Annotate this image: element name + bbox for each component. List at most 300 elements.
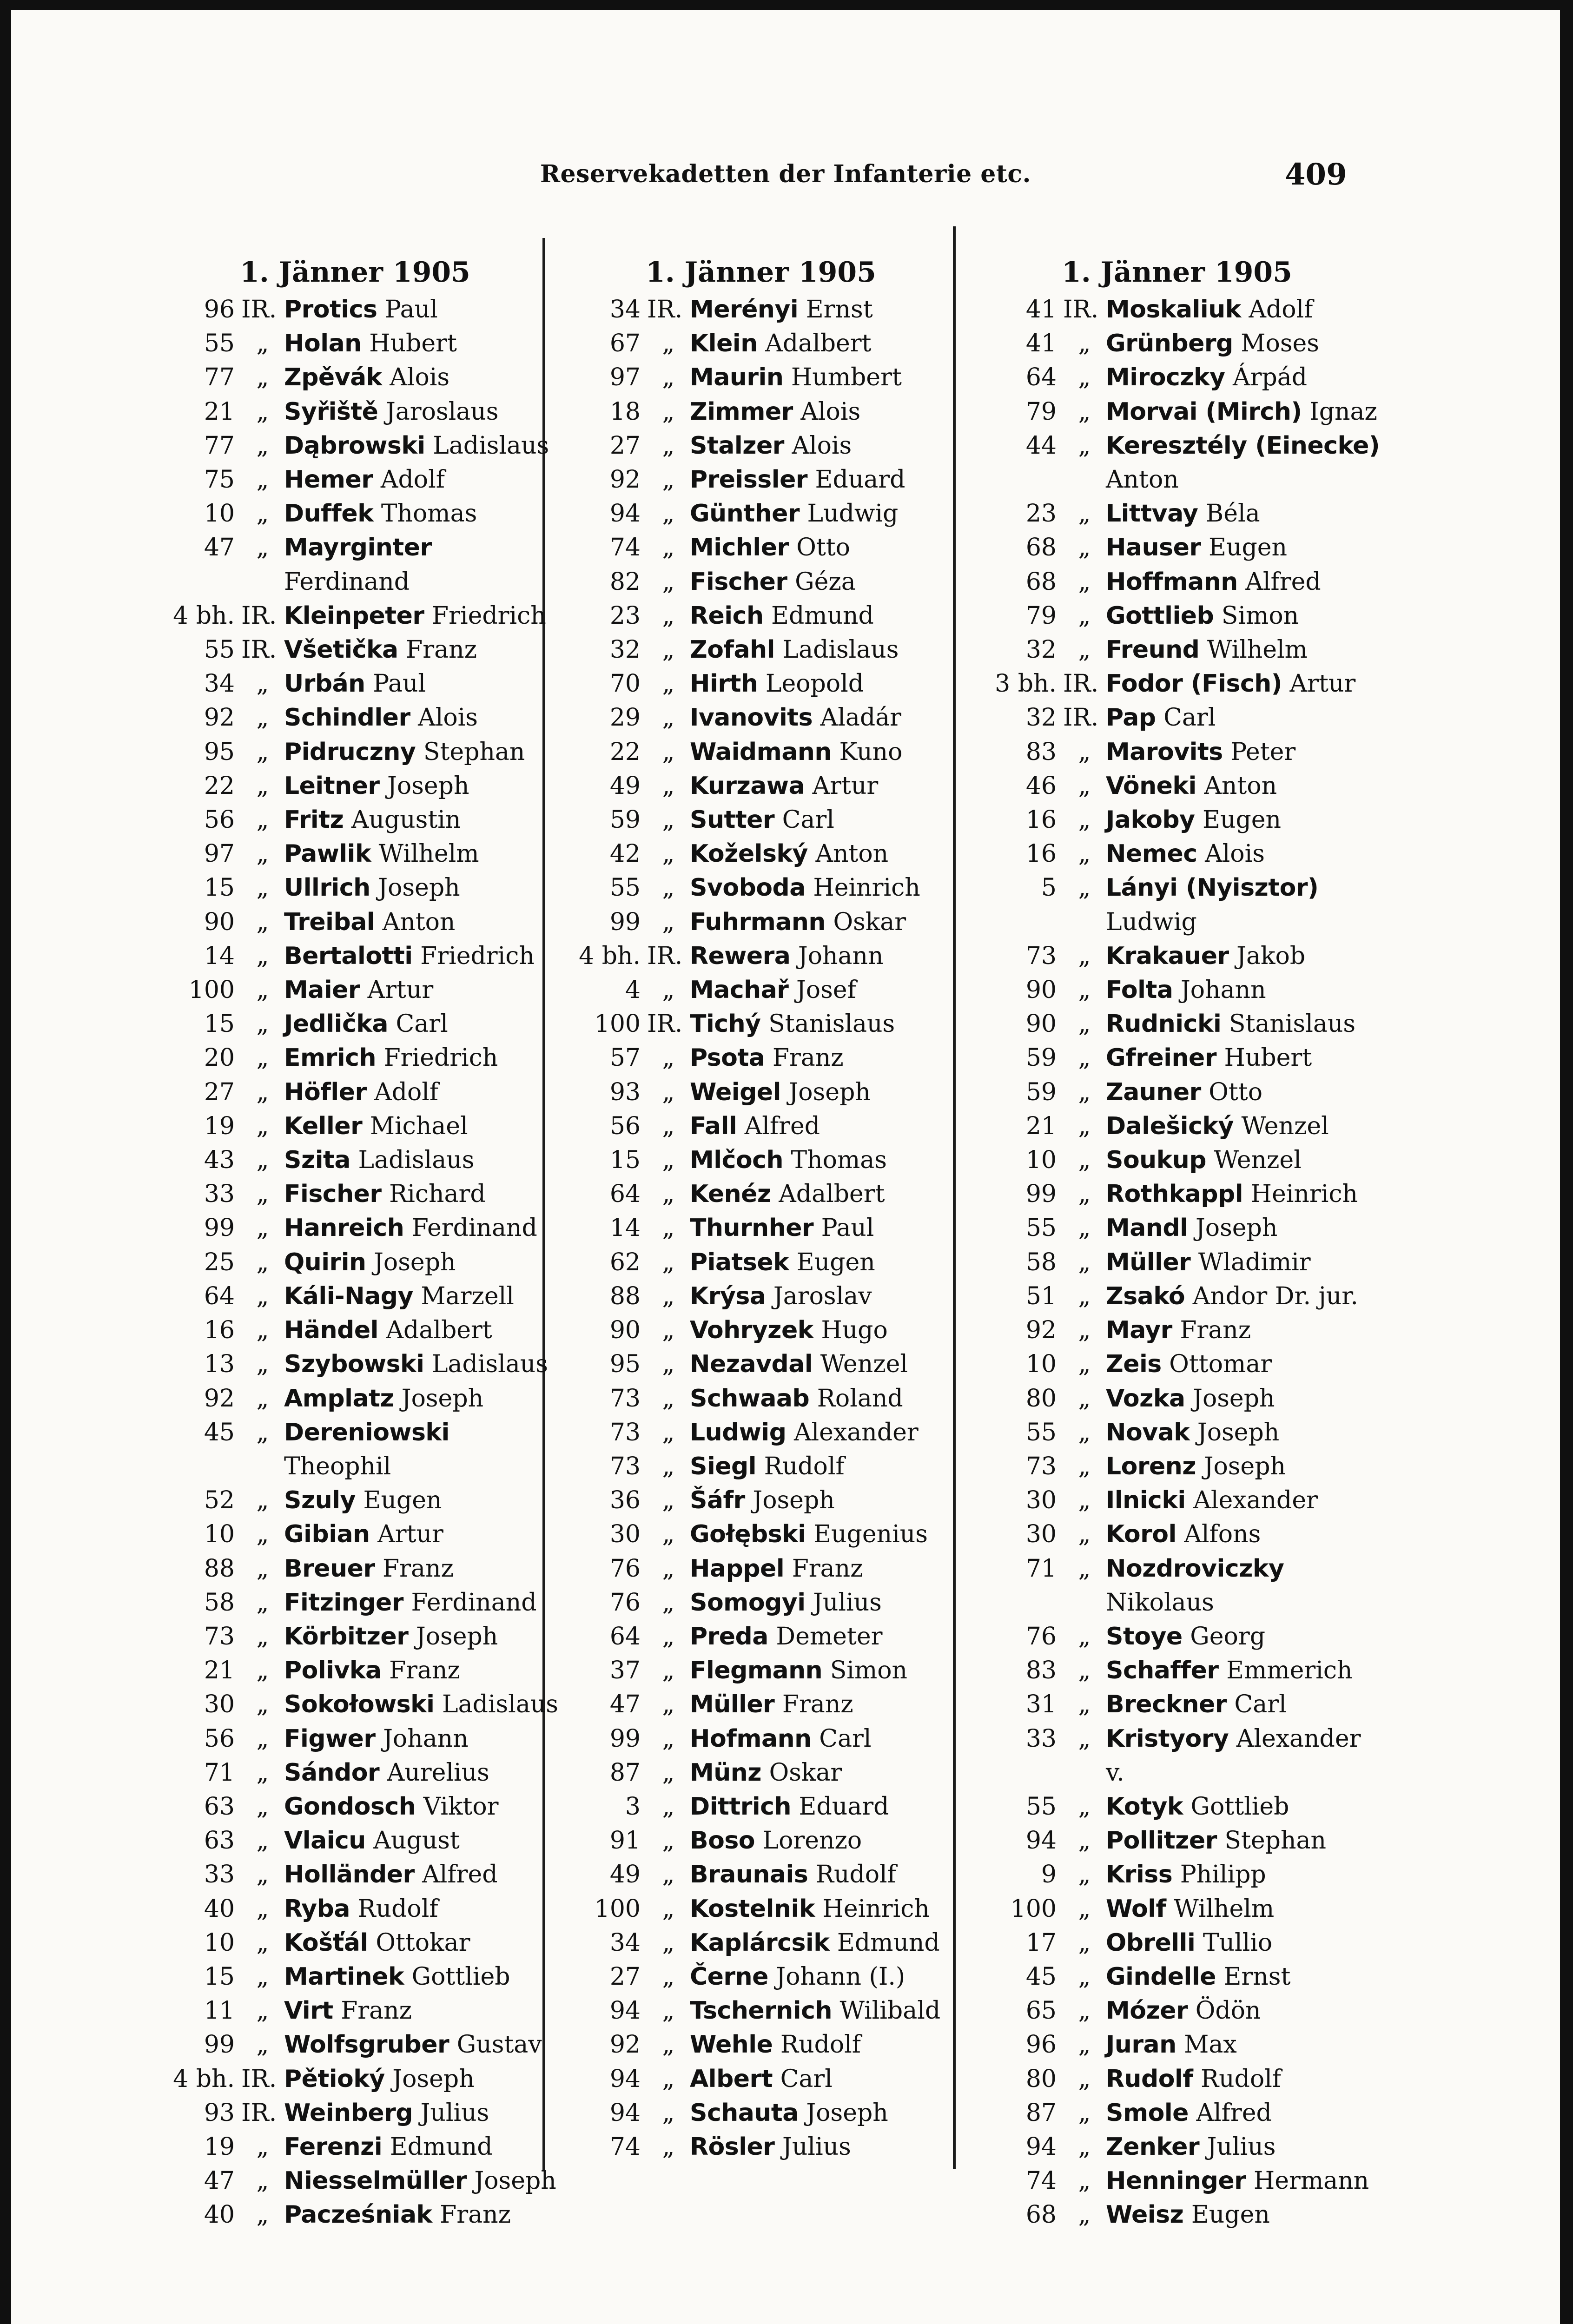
regiment-number: 71: [204, 1758, 235, 1787]
unit-abbreviation: „: [662, 670, 675, 698]
unit-abbreviation: IR.: [1063, 704, 1099, 732]
unit-abbreviation: „: [1078, 1520, 1091, 1549]
cadet-name: [1106, 1246, 1381, 1280]
surname: Müller: [1106, 1248, 1191, 1276]
list-item: [556, 429, 965, 463]
given-name: Alois: [1205, 840, 1265, 868]
cadet-name: [1106, 1926, 1381, 1960]
list-item: [972, 633, 1381, 667]
surname: Rothkappl: [1106, 1180, 1243, 1208]
surname: Fischer: [284, 1180, 382, 1208]
surname: Fuhrmann: [690, 908, 826, 936]
given-name: Theophil: [284, 1452, 391, 1480]
surname: Kaplárcsik: [690, 1928, 830, 1957]
list-item: [151, 1994, 560, 2028]
regiment-number: 32: [1025, 636, 1057, 664]
regiment-number: 10: [204, 1520, 235, 1549]
unit-abbreviation: „: [662, 1690, 675, 1719]
surname: Sándor: [284, 1758, 380, 1787]
regiment-number: 94: [609, 1997, 641, 2025]
given-name: Friedrich: [432, 601, 546, 630]
surname: Dalešický: [1106, 1112, 1234, 1140]
cadet-name: [1106, 1280, 1381, 1314]
surname: Ferenzi: [284, 2133, 383, 2161]
surname: Urbán: [284, 670, 365, 698]
cadet-name: [284, 905, 560, 939]
regiment-number: 99: [204, 2031, 235, 2059]
surname: Freund: [1106, 636, 1200, 664]
cadet-name: [284, 837, 560, 871]
regiment-number: 32: [1025, 704, 1057, 732]
cadet-name: [1106, 1450, 1381, 1484]
given-name: Adalbert: [765, 330, 872, 358]
regiment-number: 94: [609, 2065, 641, 2093]
unit-abbreviation: „: [662, 2099, 675, 2127]
unit-abbreviation: „: [1078, 1112, 1091, 1140]
given-name: Augustin: [351, 806, 461, 834]
surname: Mayr: [1106, 1316, 1172, 1345]
unit-abbreviation: „: [1078, 1622, 1091, 1651]
given-name: Rudolf: [1201, 2065, 1282, 2093]
given-name: Eugen: [1209, 534, 1288, 562]
surname: Nemec: [1106, 840, 1197, 868]
unit-abbreviation: „: [1078, 874, 1091, 902]
list-item: [972, 1654, 1381, 1688]
cadet-name: [1106, 939, 1381, 973]
cadet-name: [1106, 293, 1381, 327]
given-name: Ladislaus: [432, 1350, 548, 1379]
given-name: Alfred: [422, 1861, 498, 1889]
regiment-number: 55: [204, 330, 235, 358]
regiment-number: 65: [1025, 1997, 1057, 2025]
given-name: Wladimir: [1198, 1248, 1311, 1276]
regiment-number: 3: [625, 1792, 641, 1821]
list-item: [972, 1858, 1381, 1892]
given-name: Alfred: [744, 1112, 820, 1140]
given-name: Ladislaus: [442, 1690, 558, 1719]
cadet-name: [1106, 1314, 1381, 1347]
regiment-number: 46: [1025, 772, 1057, 800]
cadet-name: [284, 701, 560, 735]
unit-abbreviation: „: [1078, 2099, 1091, 2127]
list-item: [972, 1109, 1381, 1143]
surname: Fischer: [690, 568, 787, 596]
list-item: [556, 1552, 965, 1586]
cadet-name: [690, 429, 965, 463]
cadet-name: [1106, 1790, 1381, 1824]
cadet-name: [690, 939, 965, 973]
cadet-name: [1106, 361, 1381, 395]
given-name: Franz: [792, 1554, 863, 1583]
regiment-number: 13: [204, 1350, 235, 1379]
cadet-name: [690, 905, 965, 939]
unit-abbreviation: „: [256, 1520, 269, 1549]
regiment-number: 55: [1025, 1214, 1057, 1242]
unit-abbreviation: „: [1078, 500, 1091, 528]
cadet-name: [690, 1211, 965, 1245]
cadet-name: [1106, 633, 1381, 667]
surname: Henninger: [1106, 2167, 1246, 2195]
regiment-number: 34: [609, 296, 641, 324]
list-item: [151, 701, 560, 735]
list-item: [151, 327, 560, 361]
regiment-number: 27: [609, 1962, 641, 1991]
given-name: Max: [1184, 2031, 1237, 2059]
given-name: Johann: [798, 942, 884, 970]
given-name: Julius: [1207, 2133, 1276, 2161]
unit-abbreviation: „: [1078, 1554, 1091, 1583]
list-item: [556, 633, 965, 667]
cadet-name: [690, 1484, 965, 1518]
list-item: [151, 1756, 560, 1790]
list-item: [151, 1347, 560, 1381]
surname: Machař: [690, 976, 789, 1004]
given-name: Julius: [420, 2099, 489, 2127]
surname: Pidruczny: [284, 738, 416, 766]
given-name: Joseph: [806, 2099, 888, 2127]
unit-abbreviation: „: [1078, 1214, 1091, 1242]
surname: Händel: [284, 1316, 378, 1345]
regiment-number: 34: [204, 670, 235, 698]
surname: Klein: [690, 330, 758, 358]
given-name: Franz: [383, 1554, 454, 1583]
regiment-number: 90: [1025, 976, 1057, 1004]
surname: Gołębski: [690, 1520, 806, 1549]
unit-abbreviation: „: [256, 1078, 269, 1106]
unit-abbreviation: „: [1078, 2167, 1091, 2195]
cadet-name: [284, 871, 560, 905]
unit-abbreviation: „: [1078, 772, 1091, 800]
given-name: Paul: [373, 670, 426, 698]
list-item: [556, 973, 965, 1007]
unit-abbreviation: „: [1078, 1180, 1091, 1208]
unit-abbreviation: „: [256, 772, 269, 800]
regiment-number: 100: [188, 976, 235, 1004]
list-item: [556, 531, 965, 565]
unit-abbreviation: „: [662, 1452, 675, 1480]
unit-abbreviation: „: [662, 1418, 675, 1446]
list-item: [972, 803, 1381, 837]
surname: Gibian: [284, 1520, 370, 1549]
regiment-number: 22: [204, 772, 235, 800]
surname: Wolf: [1106, 1895, 1166, 1923]
regiment-number: 16: [1025, 840, 1057, 868]
surname: Figwer: [284, 1724, 376, 1753]
given-name: Alois: [390, 363, 450, 392]
unit-abbreviation: „: [1078, 1962, 1091, 1991]
surname: Zenker: [1106, 2133, 1200, 2161]
given-name: Josef: [796, 976, 856, 1004]
surname: Juran: [1106, 2031, 1176, 2059]
regiment-number: 77: [204, 431, 235, 460]
cadet-name: [690, 1314, 965, 1347]
unit-abbreviation: „: [662, 1758, 675, 1787]
regiment-number: 73: [609, 1384, 641, 1413]
cadet-name: [284, 497, 560, 531]
cadet-name: [1106, 1960, 1381, 1994]
regiment-number: 73: [609, 1452, 641, 1480]
given-name: Joseph: [788, 1078, 871, 1106]
cadet-name: [284, 1620, 560, 1654]
given-name: Peter: [1230, 738, 1296, 766]
list-item: [972, 1926, 1381, 1960]
regiment-number: 57: [609, 1044, 641, 1072]
cadet-name: [1106, 1824, 1381, 1858]
regiment-number: 94: [1025, 2133, 1057, 2161]
cadet-name: [690, 1790, 965, 1824]
unit-abbreviation: „: [256, 1010, 269, 1038]
given-name: Heinrich: [813, 874, 920, 902]
list-item: [151, 939, 560, 973]
surname: Maurin: [690, 363, 784, 392]
surname: Braunais: [690, 1861, 808, 1889]
unit-abbreviation: „: [256, 1758, 269, 1787]
list-item: [972, 1041, 1381, 1075]
unit-abbreviation: „: [256, 976, 269, 1004]
given-name: Ernst: [806, 296, 873, 324]
given-name: Alexander: [794, 1418, 919, 1446]
regiment-number: 18: [609, 397, 641, 426]
list-item: [151, 1280, 560, 1314]
surname: Zofahl: [690, 636, 775, 664]
given-name: Hubert: [369, 330, 457, 358]
cadet-name: [284, 1211, 560, 1245]
cadet-name: [690, 1722, 965, 1756]
unit-abbreviation: „: [256, 2201, 269, 2229]
cadet-name: [284, 1382, 560, 1416]
regiment-number: 4 bh.: [173, 2065, 235, 2093]
given-name: Anton: [815, 840, 889, 868]
regiment-number: 73: [609, 1418, 641, 1446]
surname: Emrich: [284, 1044, 377, 1072]
list-item: [556, 1211, 965, 1245]
regiment-number: 99: [204, 1214, 235, 1242]
list-item: [556, 1688, 965, 1722]
surname: Šáfr: [690, 1486, 745, 1515]
surname: Krakauer: [1106, 942, 1229, 970]
regiment-number: 10: [204, 1928, 235, 1957]
regiment-number: 56: [204, 806, 235, 834]
cadet-name: [1106, 1347, 1381, 1381]
surname: Dittrich: [690, 1792, 792, 1821]
list-item: [556, 1484, 965, 1518]
list-item: [151, 2096, 560, 2130]
regiment-number: 76: [609, 1554, 641, 1583]
given-name: Eugen: [1191, 2201, 1270, 2229]
given-name: Alfons: [1184, 1520, 1261, 1549]
unit-abbreviation: „: [256, 466, 269, 494]
unit-abbreviation: „: [1078, 1690, 1091, 1719]
surname: Martinek: [284, 1962, 404, 1991]
list-item: [151, 1041, 560, 1075]
regiment-number: 64: [204, 1282, 235, 1310]
list-item: [151, 1076, 560, 1109]
surname: Zsakó: [1106, 1282, 1185, 1310]
unit-abbreviation: „: [1078, 534, 1091, 562]
unit-abbreviation: „: [1078, 330, 1091, 358]
surname: Wolfsgruber: [284, 2031, 449, 2059]
regiment-number: 94: [609, 2099, 641, 2127]
regiment-number: 52: [204, 1486, 235, 1515]
unit-abbreviation: „: [1078, 1078, 1091, 1106]
surname: Holländer: [284, 1861, 415, 1889]
cadet-name: [690, 1109, 965, 1143]
given-name: Oskar: [769, 1758, 842, 1787]
unit-abbreviation: „: [1078, 1657, 1091, 1685]
regiment-number: 47: [204, 2167, 235, 2195]
surname: Sutter: [690, 806, 775, 834]
given-name: Lorenzo: [762, 1827, 862, 1855]
given-name: Hugo: [821, 1316, 888, 1345]
list-item: [972, 293, 1381, 327]
surname: Tichý: [690, 1010, 761, 1038]
given-name: Joseph: [1195, 1214, 1278, 1242]
unit-abbreviation: IR.: [647, 1010, 683, 1038]
unit-abbreviation: „: [256, 1861, 269, 1889]
surname: Pawlik: [284, 840, 371, 868]
given-name: Rudolf: [357, 1895, 438, 1923]
regiment-number: 90: [609, 1316, 641, 1345]
list-item: [151, 361, 560, 395]
list-item: [556, 1756, 965, 1790]
surname: Rudolf: [1106, 2065, 1193, 2093]
unit-abbreviation: „: [256, 942, 269, 970]
surname: Weigel: [690, 1078, 781, 1106]
cadet-name: [1106, 1416, 1381, 1450]
list-item: [151, 1892, 560, 1926]
given-name: Ferdinand: [284, 568, 410, 596]
list-item: [972, 1007, 1381, 1041]
given-name: Joseph: [1197, 1418, 1280, 1446]
regiment-number: 34: [609, 1928, 641, 1957]
cadet-name: [284, 1892, 560, 1926]
cadet-name: [1106, 327, 1381, 361]
surname: Mózer: [1106, 1997, 1188, 2025]
list-item: [151, 1586, 560, 1620]
cadet-name: [284, 463, 560, 497]
list-item: [972, 1892, 1381, 1926]
list-item: [151, 599, 560, 633]
unit-abbreviation: „: [256, 704, 269, 732]
regiment-number: 43: [204, 1146, 235, 1175]
given-name: Artur: [367, 976, 434, 1004]
surname: Amplatz: [284, 1384, 394, 1413]
list-item: [556, 1280, 965, 1314]
list-item: [972, 2028, 1381, 2062]
unit-abbreviation: „: [256, 2133, 269, 2161]
surname: Novak: [1106, 1418, 1190, 1446]
regiment-number: 16: [204, 1316, 235, 1345]
unit-abbreviation: „: [256, 431, 269, 460]
regiment-number: 29: [609, 704, 641, 732]
cadet-name: [284, 599, 560, 633]
given-name: Franz: [341, 1997, 412, 2025]
regiment-number: 63: [204, 1827, 235, 1855]
surname: Breckner: [1106, 1690, 1227, 1719]
surname: Kristyory: [1106, 1724, 1229, 1753]
regiment-number: 14: [204, 942, 235, 970]
cadet-name: [690, 1246, 965, 1280]
given-name: Edmund: [390, 2133, 493, 2161]
surname: Grünberg: [1106, 330, 1233, 358]
surname: Treibal: [284, 908, 375, 936]
unit-abbreviation: „: [1078, 2201, 1091, 2229]
surname: Merényi: [690, 296, 799, 324]
cadet-name: [284, 2062, 560, 2096]
cadet-name: [690, 1688, 965, 1722]
list-item: [151, 1858, 560, 1892]
unit-abbreviation: „: [662, 363, 675, 392]
given-name: Paul: [384, 296, 438, 324]
given-name: Heinrich: [822, 1895, 930, 1923]
unit-abbreviation: IR.: [647, 942, 683, 970]
cadet-name: [284, 1347, 560, 1381]
cadet-name: [1106, 2028, 1381, 2062]
list-item: [151, 2028, 560, 2062]
list-item: [556, 2062, 965, 2096]
regiment-number: 55: [609, 874, 641, 902]
regiment-number: 15: [609, 1146, 641, 1175]
given-name: Artur: [377, 1520, 443, 1549]
cadet-name: [690, 973, 965, 1007]
surname: Weinberg: [284, 2099, 413, 2127]
unit-abbreviation: „: [662, 2133, 675, 2161]
cadet-name: [284, 531, 560, 599]
list-item: [151, 2062, 560, 2096]
unit-abbreviation: „: [1078, 363, 1091, 392]
list-item: [556, 1892, 965, 1926]
unit-abbreviation: „: [662, 1827, 675, 1855]
list-item: [151, 735, 560, 769]
column-heading: 1. Jänner 1905: [1062, 256, 1292, 289]
regiment-number: 37: [609, 1657, 641, 1685]
regiment-number: 4 bh.: [173, 601, 235, 630]
list-item: [556, 1450, 965, 1484]
given-name: Alois: [792, 431, 852, 460]
given-name: Wilhelm: [378, 840, 479, 868]
unit-abbreviation: „: [256, 1214, 269, 1242]
regiment-number: 79: [1025, 601, 1057, 630]
unit-abbreviation: „: [1078, 1010, 1091, 1038]
cadet-name: [690, 1960, 965, 1994]
cadet-name: [1106, 1211, 1381, 1245]
regiment-number: 55: [204, 636, 235, 664]
cadet-name: [284, 2198, 560, 2232]
regiment-number: 73: [1025, 942, 1057, 970]
unit-abbreviation: IR.: [241, 296, 277, 324]
unit-abbreviation: „: [662, 568, 675, 596]
regiment-number: 55: [1025, 1418, 1057, 1446]
cadet-name: [690, 599, 965, 633]
unit-abbreviation: „: [1078, 1350, 1091, 1379]
list-item: [972, 2198, 1381, 2232]
given-name: Oskar: [833, 908, 906, 936]
surname: Hirth: [690, 670, 758, 698]
given-name: Franz: [782, 1690, 853, 1719]
cadet-name: [284, 769, 560, 803]
given-name: Joseph: [374, 1248, 456, 1276]
unit-abbreviation: „: [662, 1895, 675, 1923]
unit-abbreviation: „: [256, 1792, 269, 1821]
list-item: [972, 973, 1381, 1007]
regiment-number: 94: [1025, 1827, 1057, 1855]
unit-abbreviation: „: [256, 1146, 269, 1175]
given-name: Ottomar: [1169, 1350, 1272, 1379]
unit-abbreviation: „: [662, 1997, 675, 2025]
unit-abbreviation: „: [662, 1520, 675, 1549]
surname: Fall: [690, 1112, 737, 1140]
regiment-number: 4: [625, 976, 641, 1004]
